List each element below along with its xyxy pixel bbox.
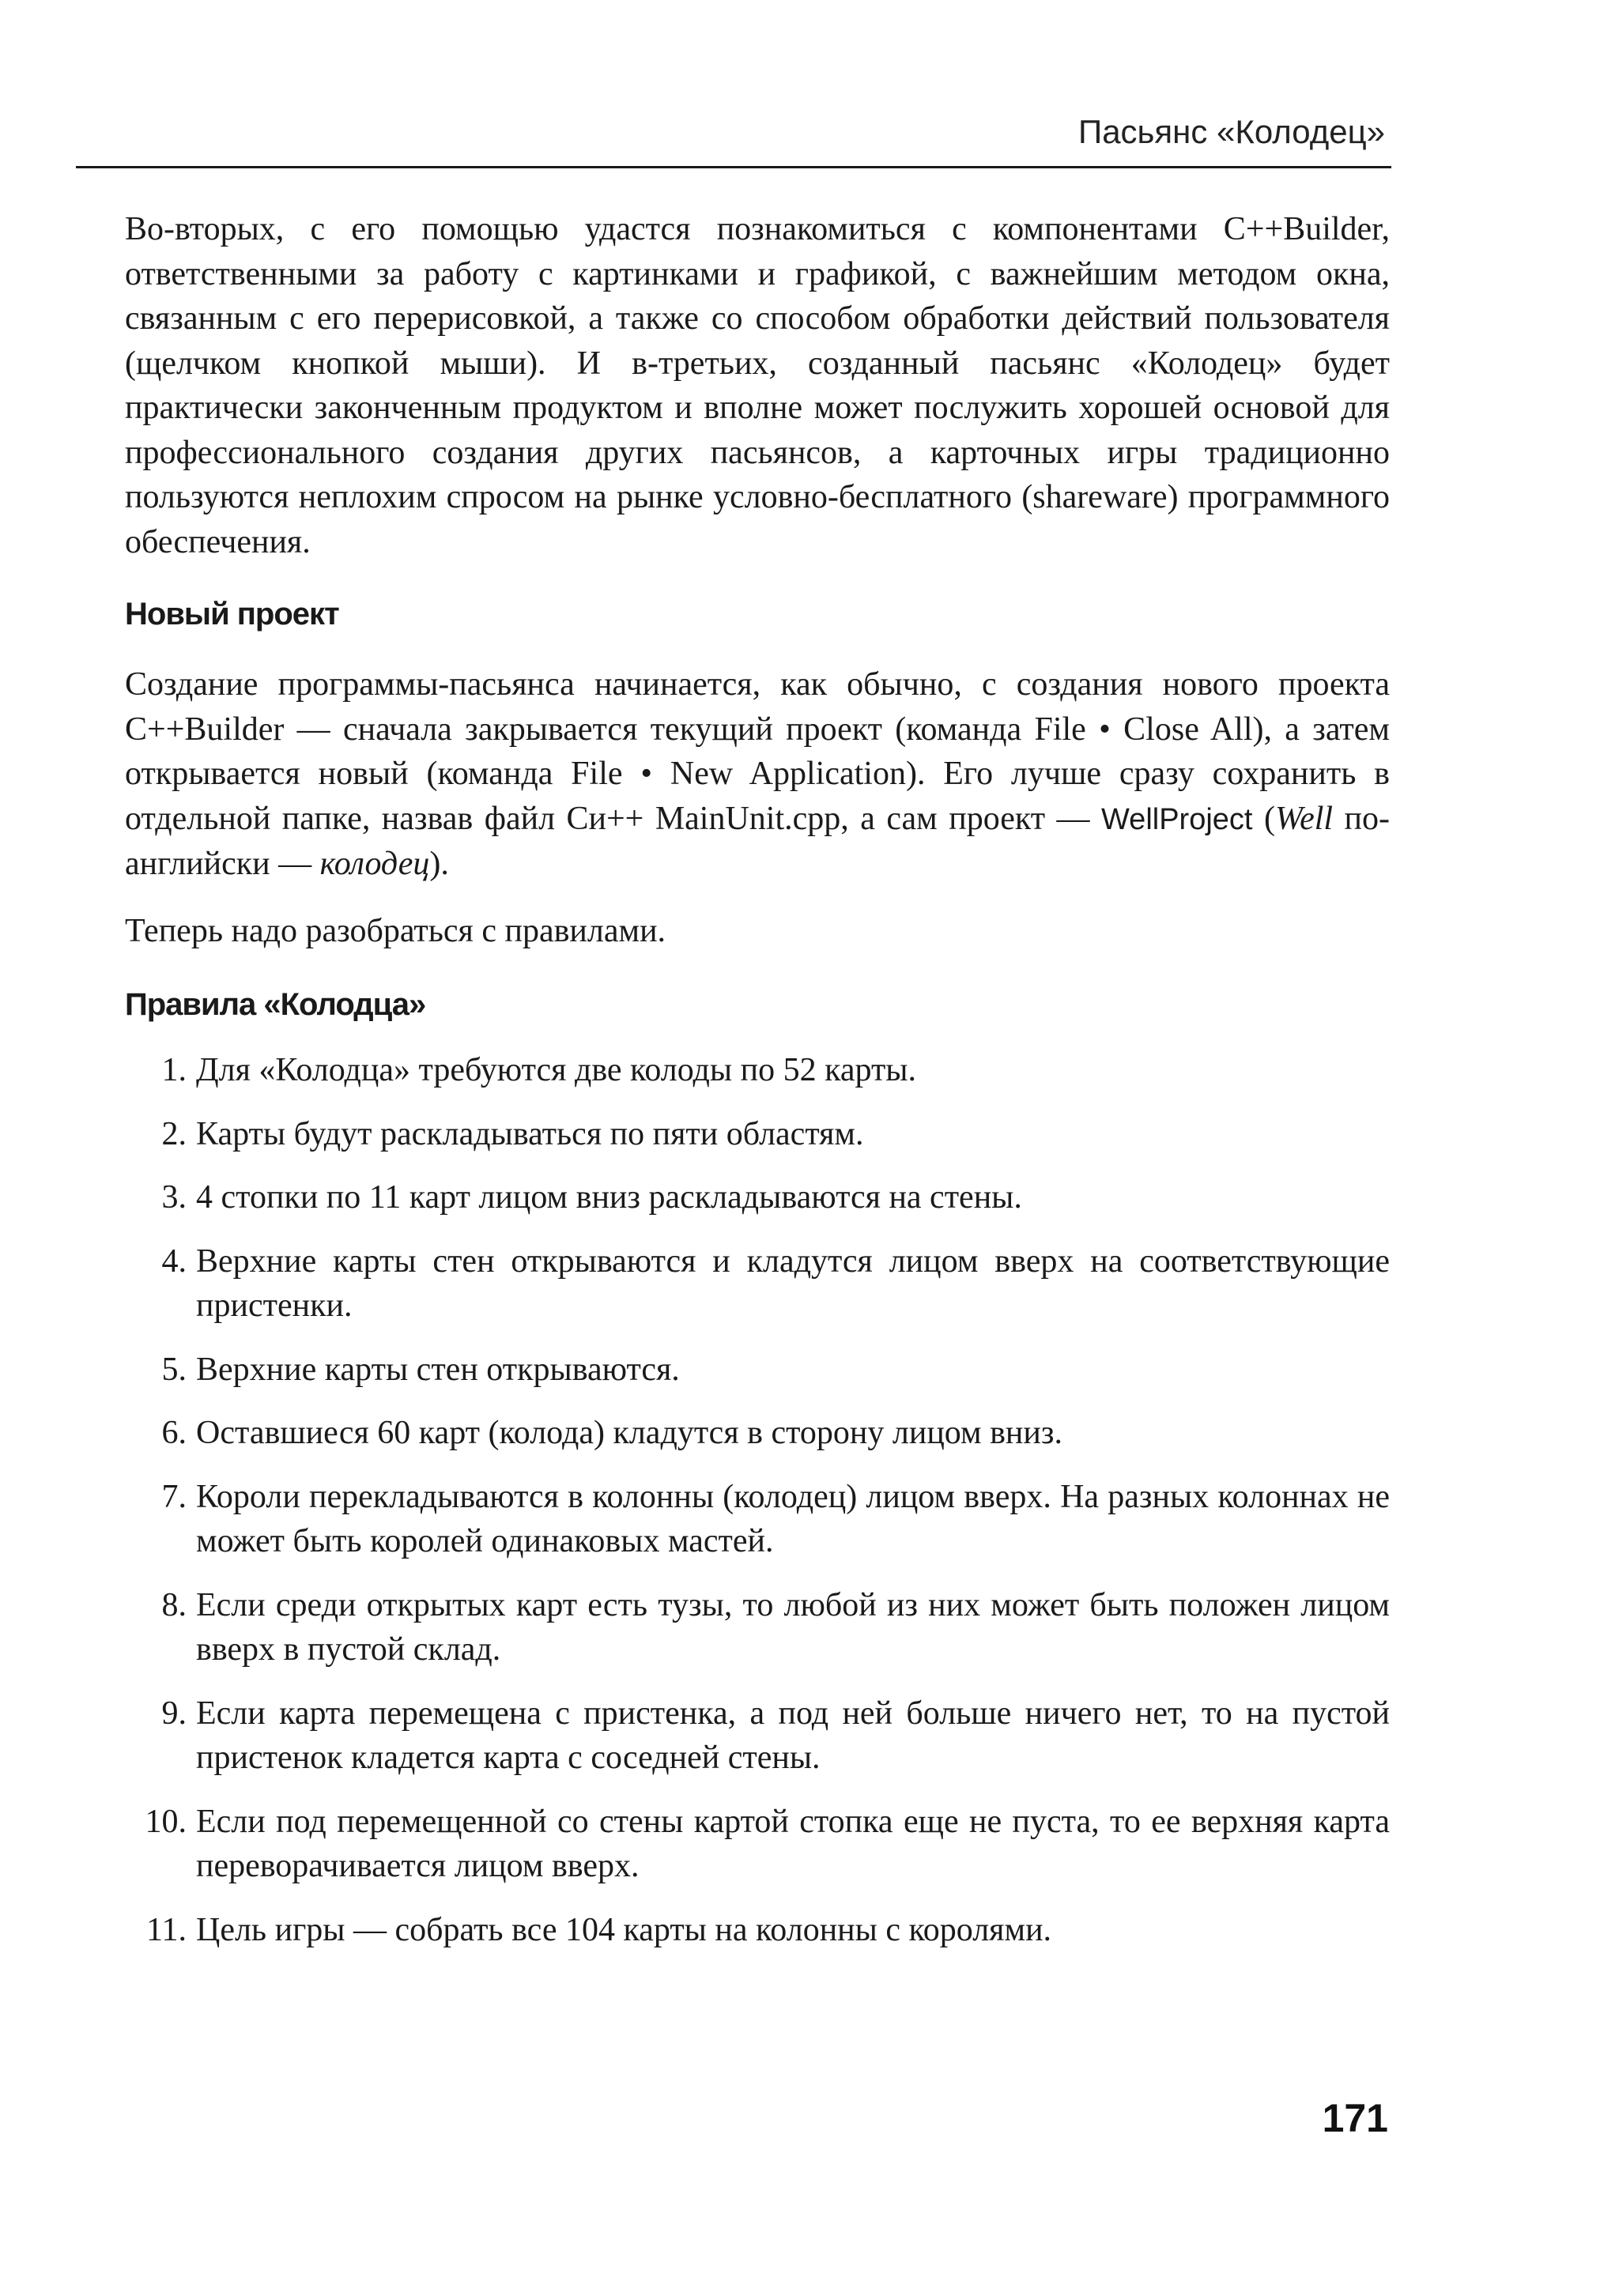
rule-number: 3. bbox=[161, 1179, 187, 1216]
rule-number: 9. bbox=[161, 1695, 187, 1732]
rule-item bbox=[125, 1048, 1390, 1093]
rule-number: 5. bbox=[161, 1351, 187, 1388]
rule-item bbox=[125, 1800, 1390, 1889]
rule-number: 10. bbox=[145, 1803, 187, 1840]
running-head-title: Пасьянс «Колодец» bbox=[1078, 113, 1385, 150]
section-heading-new-project: Новый проект bbox=[125, 597, 339, 631]
rule-text: Верхние карты стен открываются и кладутся лицом вверх на соответствующие пристенки. bbox=[196, 1242, 1390, 1324]
rule-text: Если среди открытых карт есть тузы, то любой из них может быть положен лицом вверх в пустой склад. bbox=[196, 1586, 1390, 1668]
rule-item bbox=[125, 1583, 1390, 1672]
rule-number: 2. bbox=[161, 1115, 187, 1152]
rule-text: Если под перемещенной со стены картой стопка еще не пуста, то ее верхняя карта переворачивается лицом вверх. bbox=[196, 1803, 1390, 1884]
page-content bbox=[125, 207, 1390, 1971]
rule-text: Карты будут раскладываться по пяти областям. bbox=[196, 1115, 864, 1152]
rules-list bbox=[125, 1048, 1390, 1952]
rule-number: 6. bbox=[161, 1415, 187, 1451]
section-heading-rules: Правила «Колодца» bbox=[125, 987, 426, 1022]
new-project-text-2: ( bbox=[1252, 800, 1275, 837]
rule-text: Для «Колодца» требуются две колоды по 52 карты. bbox=[196, 1052, 917, 1088]
new-project-italic-kolodec: колодец bbox=[319, 846, 430, 882]
rule-item bbox=[125, 1908, 1390, 1953]
new-project-text-4: ). bbox=[429, 846, 449, 882]
rule-text: 4 стопки по 11 карт лицом вниз раскладываются на стены. bbox=[196, 1179, 1022, 1216]
header-rule bbox=[76, 166, 1391, 168]
new-project-text-3: по-английски — bbox=[125, 800, 1390, 882]
rule-item bbox=[125, 1175, 1390, 1220]
rule-item bbox=[125, 1411, 1390, 1456]
rule-text: Оставшиеся 60 карт (колода) кладутся в сторону лицом вниз. bbox=[196, 1415, 1062, 1451]
new-project-paragraph bbox=[125, 662, 1390, 887]
intro-paragraph: Во-вторых, с его помощью удастся познакомиться с компонентами C++Builder, ответственными за работу с картинками и графикой, с важнейшим методом окна, связанным с его перерисовкой, а также со способом обработки действий пользователя (щелчком кнопкой мыши). И в-третьих, созданный пасьянс «Колодец» будет практически законченным продуктом и вполне может послужить хорошей основой для профессионального создания других пасьянсов, а карточных игры традиционно пользуются неплохим спросом на рынке условно-бесплатного (shareware) программного обеспечения. bbox=[125, 211, 1390, 560]
rule-number: 4. bbox=[161, 1242, 187, 1280]
rule-item bbox=[125, 1239, 1390, 1329]
new-project-text-1: Создание программы-пасьянса начинается, как обычно, с создания нового проекта C++Builder — сначала закрывается текущий проект (команда File • Close All), а затем открывается новый (команда File • New Application). Его лучше сразу сохранить в отдельной папке, назвав файл Си++ MainUnit.cpp, а сам проект — bbox=[125, 666, 1390, 837]
project-name: WellProject bbox=[1101, 802, 1253, 836]
rule-number: 8. bbox=[161, 1586, 187, 1623]
rule-item bbox=[125, 1691, 1390, 1781]
rule-item bbox=[125, 1112, 1390, 1157]
rule-number: 11. bbox=[146, 1911, 187, 1948]
rule-text: Цель игры — собрать все 104 карты на колонны с королями. bbox=[196, 1911, 1052, 1948]
new-project-italic-well: Well bbox=[1274, 800, 1334, 837]
rules-intro-paragraph: Теперь надо разобраться с правилами. bbox=[125, 912, 666, 949]
rule-number: 7. bbox=[161, 1478, 187, 1515]
rule-text: Если карта перемещена с пристенка, а под ней больше ничего нет, то на пустой пристенок кладется карта с соседней стены. bbox=[196, 1695, 1390, 1776]
rule-item bbox=[125, 1475, 1390, 1564]
rule-text: Верхние карты стен открываются. bbox=[196, 1351, 680, 1388]
page-number: 171 bbox=[1322, 2096, 1388, 2140]
rule-number: 1. bbox=[161, 1052, 187, 1088]
rule-item bbox=[125, 1348, 1390, 1393]
rule-text: Короли перекладываются в колонны (колодец) лицом вверх. На разных колоннах не может быть королей одинаковых мастей. bbox=[196, 1478, 1390, 1559]
